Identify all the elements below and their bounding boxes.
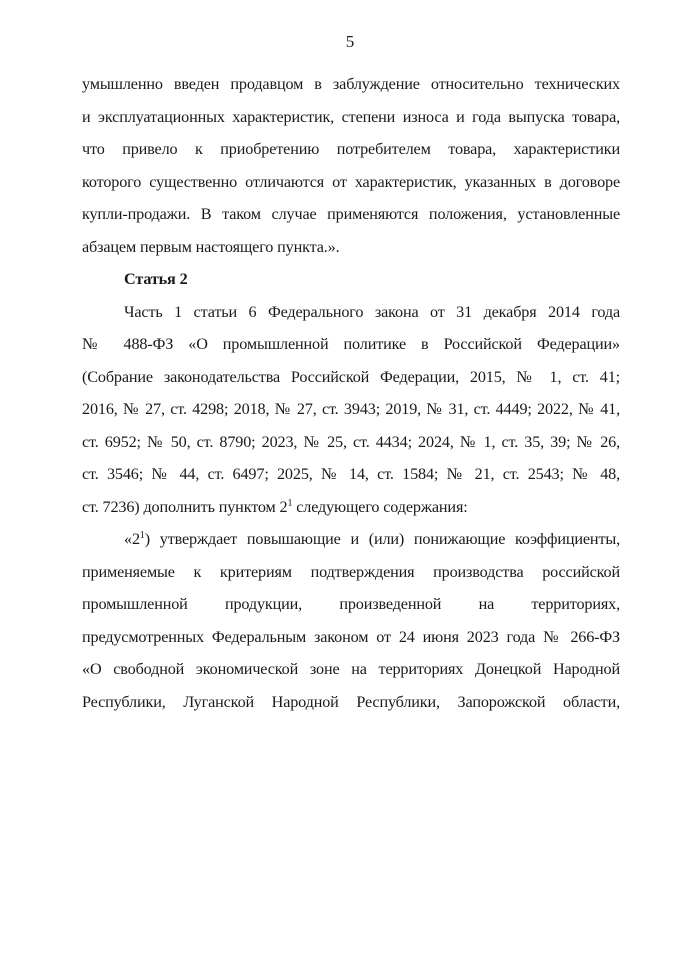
text-line: Часть 1 статьи 6 Федерального закона от 31 декабря 2014 года bbox=[124, 302, 620, 321]
article-heading: Статья 2 bbox=[124, 270, 188, 288]
text-segment: ст. 7236) дополнить пунктом 2 bbox=[82, 497, 288, 516]
page-number: 5 bbox=[345, 32, 355, 51]
paragraph-amendment-intro bbox=[82, 300, 620, 528]
text-line: которого существенно отличаются от характеристик, указанных в договоре bbox=[82, 172, 620, 191]
superscript: 1 bbox=[287, 497, 293, 509]
document-body bbox=[82, 72, 620, 722]
text-line: и эксплуатационных характеристик, степени износа и года выпуска товара, bbox=[82, 107, 620, 126]
text-line: 2016, № 27, ст. 4298; 2018, № 27, ст. 3943; 2019, № 31, ст. 4449; 2022, № 41, bbox=[82, 400, 620, 418]
text-line: абзацем первым настоящего пункта.». bbox=[82, 237, 340, 256]
text-line: что привело к приобретению потребителем товара, характеристики bbox=[82, 140, 620, 158]
text-line: предусмотренных Федеральным законом от 24 июня 2023 года № 266-ФЗ bbox=[82, 627, 620, 646]
superscript: 1 bbox=[139, 530, 145, 541]
text-line: № 488-ФЗ «О промышленной политике в Российской Федерации» bbox=[82, 335, 620, 353]
text-line: «О свободной экономической зоне на территориях Донецкой Народной bbox=[82, 660, 620, 678]
paragraph-new-clause bbox=[82, 527, 620, 722]
text-line: применяемые к критериям подтверждения производства российской bbox=[82, 562, 620, 581]
text-line bbox=[82, 527, 620, 560]
text-line: умышленно введен продавцом в заблуждение относительно технических bbox=[82, 75, 620, 93]
text-line: ст. 3546; № 44, ст. 6497; 2025, № 14, ст. 1584; № 21, ст. 2543; № 48, bbox=[82, 465, 620, 483]
text-segment: «2 bbox=[124, 530, 140, 548]
text-line: (Собрание законодательства Российской Федерации, 2015, № 1, ст. 41; bbox=[82, 367, 620, 386]
text-line bbox=[82, 495, 620, 528]
text-line: промышленной продукции, произведенной на территориях, bbox=[82, 595, 620, 613]
text-line: Республики, Луганской Народной Республики, Запорожской области, bbox=[82, 692, 620, 711]
text-segment: ) утверждает повышающие и (или) понижающие коэффициенты, bbox=[144, 530, 620, 548]
text-line: ст. 6952; № 50, ст. 8790; 2023, № 25, ст. 4434; 2024, № 1, ст. 35, 39; № 26, bbox=[82, 432, 620, 451]
text-line: купли-продажи. В таком случае применяются положения, установленные bbox=[82, 205, 620, 223]
paragraph-consumer-protection bbox=[82, 72, 620, 267]
text-segment: следующего содержания: bbox=[292, 497, 468, 516]
